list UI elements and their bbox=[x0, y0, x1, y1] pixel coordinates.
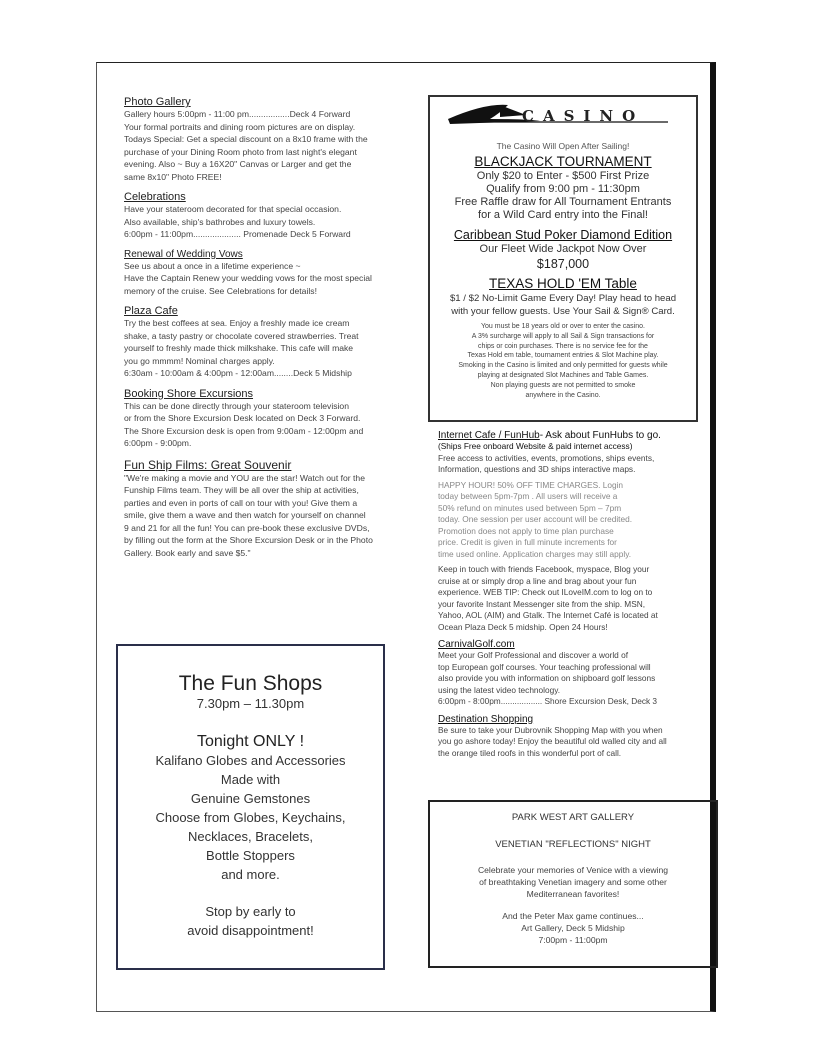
right-column bbox=[438, 430, 706, 765]
park-west-subtitle: VENETIAN "REFLECTIONS" NIGHT bbox=[495, 839, 651, 850]
casino-logo-text: CASINO bbox=[522, 107, 645, 125]
fun-shops-line: Bottle Stoppers bbox=[206, 848, 295, 863]
fun-shops-time: 7.30pm – 11.30pm bbox=[196, 696, 305, 711]
golf-title: CarnivalGolf.com bbox=[438, 639, 515, 650]
blackjack-title: BLACKJACK TOURNAMENT bbox=[474, 154, 652, 169]
plaza-cafe-text: Try the best coffees at sea. Enjoy a freshly made ice cream shake, a tasty pastry or chocolate covered strawberries. Treat yourself to freshly made thick milkshake. This cafe will make you go mmmm! Nominal charges apply. 6:30am - 10:00am & 4:00pm - 12:00am........Deck 5 Midship bbox=[124, 318, 359, 378]
fun-ship-films-text: "We're making a movie and YOU are the star! Watch out for the Funship Films team. They will be all over the ship at activities, parties and even in ports of call on tour with you! Give them a smile, give them a wave and then watch for yourself on channel 9 and 21 for all the fun! You can pre-book these exclusive DVDs, by filling out the form at the Shore Excursion Desk or in the Photo Gallery. Book early and save $5." bbox=[124, 472, 373, 558]
fun-shops-stop-note: Stop by early to avoid disappointment! bbox=[187, 904, 314, 938]
fun-shops-line: Necklaces, Bracelets, bbox=[188, 829, 313, 844]
plaza-cafe-section bbox=[124, 305, 396, 380]
golf-text: Meet your Golf Professional and discover a world of top European golf courses. Your teaching professional will also provide you with information on shipboard golf lessons using the latest video technology. 6:00pm - 8:00pm.................. Shore Excursion Desk, Deck 3 bbox=[438, 650, 658, 706]
holdem-line1: $1 / $2 No-Limit Game Every Day! Play head to head bbox=[449, 293, 677, 304]
shopping-text: Be sure to take your Dubrovnik Shopping Map with you when you go ashore today! Enjoy the beautiful old walled city and all the orange tiled roofs in this wonderful port of call. bbox=[438, 724, 667, 758]
casino-logo bbox=[430, 97, 696, 137]
blackjack-line3: Free Raffle draw for All Tournament Entrants bbox=[454, 196, 672, 208]
blackjack-line1: Only $20 to Enter - $500 First Prize bbox=[476, 170, 650, 182]
fun-shops-tonight: Tonight ONLY ! bbox=[196, 733, 305, 750]
park-west-text2: And the Peter Max game continues... Art Gallery, Deck 5 Midship 7:00pm - 11:00pm bbox=[502, 911, 644, 945]
internet-cafe-text1: Free access to activities, events, promotions, ships events, Information, questions and 3D ships interactive maps. bbox=[438, 452, 655, 474]
park-west-title: PARK WEST ART GALLERY bbox=[511, 812, 635, 823]
casino-open-note: The Casino Will Open After Sailing! bbox=[496, 141, 630, 151]
fun-shops-line: Genuine Gemstones bbox=[190, 791, 311, 806]
left-column bbox=[124, 96, 396, 567]
celebrations-text: Have your stateroom decorated for that special occasion. Also available, ship's bathrobes and luxury towels. 6:00pm - 11:00pm.................... Promenade Deck 5 Forward bbox=[124, 204, 351, 239]
stud-poker-line1: Our Fleet Wide Jackpot Now Over bbox=[479, 243, 647, 255]
shopping-section bbox=[438, 714, 706, 760]
fun-ship-films-section bbox=[124, 458, 396, 560]
golf-section bbox=[438, 639, 706, 708]
photo-gallery-title: Photo Gallery bbox=[124, 96, 191, 108]
internet-cafe-subtitle: (Ships Free onboard Website & paid internet access) bbox=[438, 441, 633, 451]
plaza-cafe-title: Plaza Cafe bbox=[124, 305, 178, 317]
casino-box bbox=[428, 95, 698, 422]
fun-shops-line: Choose from Globes, Keychains, bbox=[155, 810, 346, 825]
fun-shops-line: Made with bbox=[220, 772, 281, 787]
holdem-title: TEXAS HOLD 'EM Table bbox=[489, 276, 637, 291]
shore-excursions-text: This can be done directly through your stateroom television or from the Shore Excursion Desk located on Deck 3 Forward. The Shore Excursion desk is open from 9:00am - 12:00pm and 6:00pm - 9:00pm. bbox=[124, 400, 364, 448]
renewal-text: See us about a once in a lifetime experience ~ Have the Captain Renew your wedding vows for the most special memory of the cruise. See Celebrations for details! bbox=[124, 260, 372, 296]
fun-shops-line: Kalifano Globes and Accessories bbox=[155, 753, 346, 768]
internet-cafe-title: Internet Cafe / FunHub bbox=[438, 430, 540, 441]
fun-ship-films-title: Fun Ship Films: Great Souvenir bbox=[124, 457, 292, 472]
shore-excursions-section bbox=[124, 388, 396, 450]
shore-excursions-title: Booking Shore Excursions bbox=[124, 387, 254, 400]
stud-poker-amount: $187,000 bbox=[536, 257, 590, 271]
internet-cafe-title-rest: - Ask about FunHubs to go. bbox=[539, 430, 661, 441]
internet-cafe-happy-hour: HAPPY HOUR! 50% OFF TIME CHARGES. Login today between 5pm-7pm . All users will receive a 50% refund on minutes used between 5pm – 7pm today. One session per user account will be credited. Promotion does not apply to time plan purchase price. Credit is given in full minute increments for time used online. Application charges may still apply. bbox=[438, 479, 633, 559]
fun-shops-box bbox=[116, 644, 385, 970]
park-west-text1: Celebrate your memories of Venice with a viewing of breathtaking Venetian imagery and some other Mediterranean favorites! bbox=[477, 865, 669, 899]
blackjack-line2: Qualify from 9:00 pm - 11:30pm bbox=[486, 183, 640, 195]
internet-cafe-section bbox=[438, 430, 706, 633]
renewal-title: Renewal of Wedding Vows bbox=[124, 248, 243, 260]
holdem-line2: with your fellow guests. Use Your Sail & Sign® Card. bbox=[451, 306, 675, 317]
shopping-title: Destination Shopping bbox=[438, 713, 534, 725]
renewal-section bbox=[124, 249, 396, 298]
stud-poker-title: Caribbean Stud Poker Diamond Edition bbox=[453, 228, 673, 242]
casino-fine-print: You must be 18 years old or over to enter the casino. A 3% surcharge will apply to all Sail & Sign transactions for chips or coin purchases. There is no service fee for the Texas Hold em table, tournament entries & Slot Machine play. Smoking in the Casino is limited and only permitted for guests while playing at designated Slot Machines and Table Games. Non playing guests are not permitted to smoke anywhere in the Casino. bbox=[458, 323, 668, 399]
internet-cafe-text3: Keep in touch with friends Facebook, myspace, Blog your cruise at or simply drop a line and brag about your fun experience. WEB TIP: Check out ILoveIM.com to log on to your favorite Instant Messenger site from the ship. MSN, Yahoo, AOL (AIM) and Gtalk. The Internet Café is located at Ocean Plaza Deck 5 midship. Open 24 Hours! bbox=[438, 564, 658, 632]
celebrations-section bbox=[124, 191, 396, 241]
celebrations-title: Celebrations bbox=[124, 191, 186, 203]
blackjack-line4: for a Wild Card entry into the Final! bbox=[478, 209, 648, 221]
fun-shops-title: The Fun Shops bbox=[178, 672, 323, 695]
fun-shops-line: and more. bbox=[221, 867, 280, 882]
park-west-box bbox=[428, 800, 718, 968]
photo-gallery-section bbox=[124, 96, 396, 183]
photo-gallery-text: Gallery hours 5:00pm - 11:00 pm.................Deck 4 Forward Your formal portraits and dining room pictures are on display. Todays Special: Get a special discount on a 8x10 frame with the purchase of your Dining Room photo from last night's elegant evening. Also ~ Buy a 16X20" Canvas or Larger and get the same 8x10" Photo FREE! bbox=[124, 109, 368, 182]
internet-cafe-heading bbox=[438, 430, 706, 441]
